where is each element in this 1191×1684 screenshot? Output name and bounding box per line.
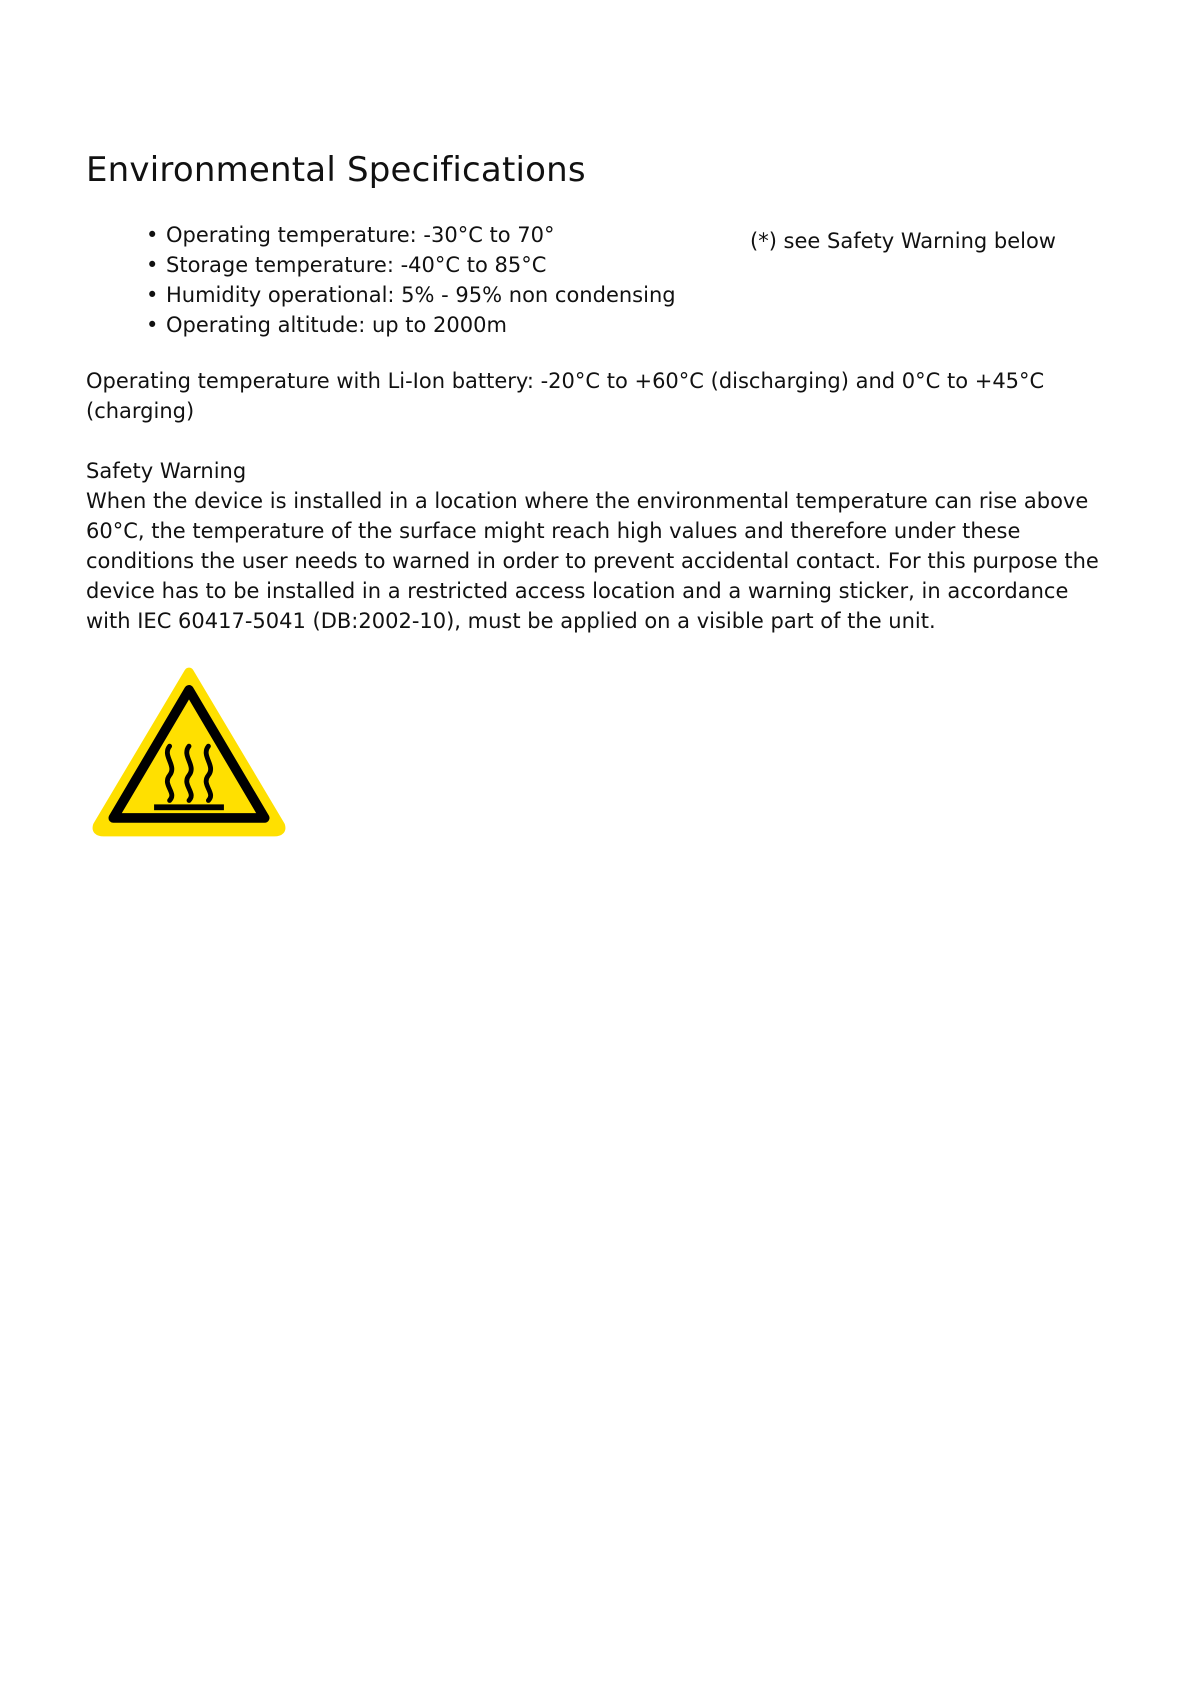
safety-warning-body: When the device is installed in a location where the environmental temperature can rise above 60°C, the temperature of the surface might reach high values and therefore under these conditions the user needs to warned in order to prevent accidental contact. For this purpose the device has to be installed in a restricted access location and a warning sticker, in accordance with IEC 60417-5041 (DB:2002-10), must be applied on a visible part of the unit. xyxy=(86,489,1099,633)
spec-item-altitude: • Operating altitude: up to 2000m xyxy=(146,310,1116,340)
document-page xyxy=(86,150,1116,838)
safety-warning-heading: Safety Warning xyxy=(86,459,247,483)
safety-warning-note: (*) see Safety Warning below xyxy=(750,229,1056,253)
spec-item-storage-temperature: • Storage temperature: -40°C to 85°C xyxy=(146,250,1116,280)
hot-surface-warning-icon xyxy=(92,666,286,838)
spec-item-operating-temperature: • Operating temperature: -30°C to 70° xyxy=(146,220,1116,250)
battery-temperature-text: Operating temperature with Li-Ion battery: -20°C to +60°C (discharging) and 0°C to +45°C (charging) xyxy=(86,369,1045,423)
spec-item-humidity: • Humidity operational: 5% - 95% non condensing xyxy=(146,280,1116,310)
page-title: Environmental Specifications xyxy=(86,150,586,190)
